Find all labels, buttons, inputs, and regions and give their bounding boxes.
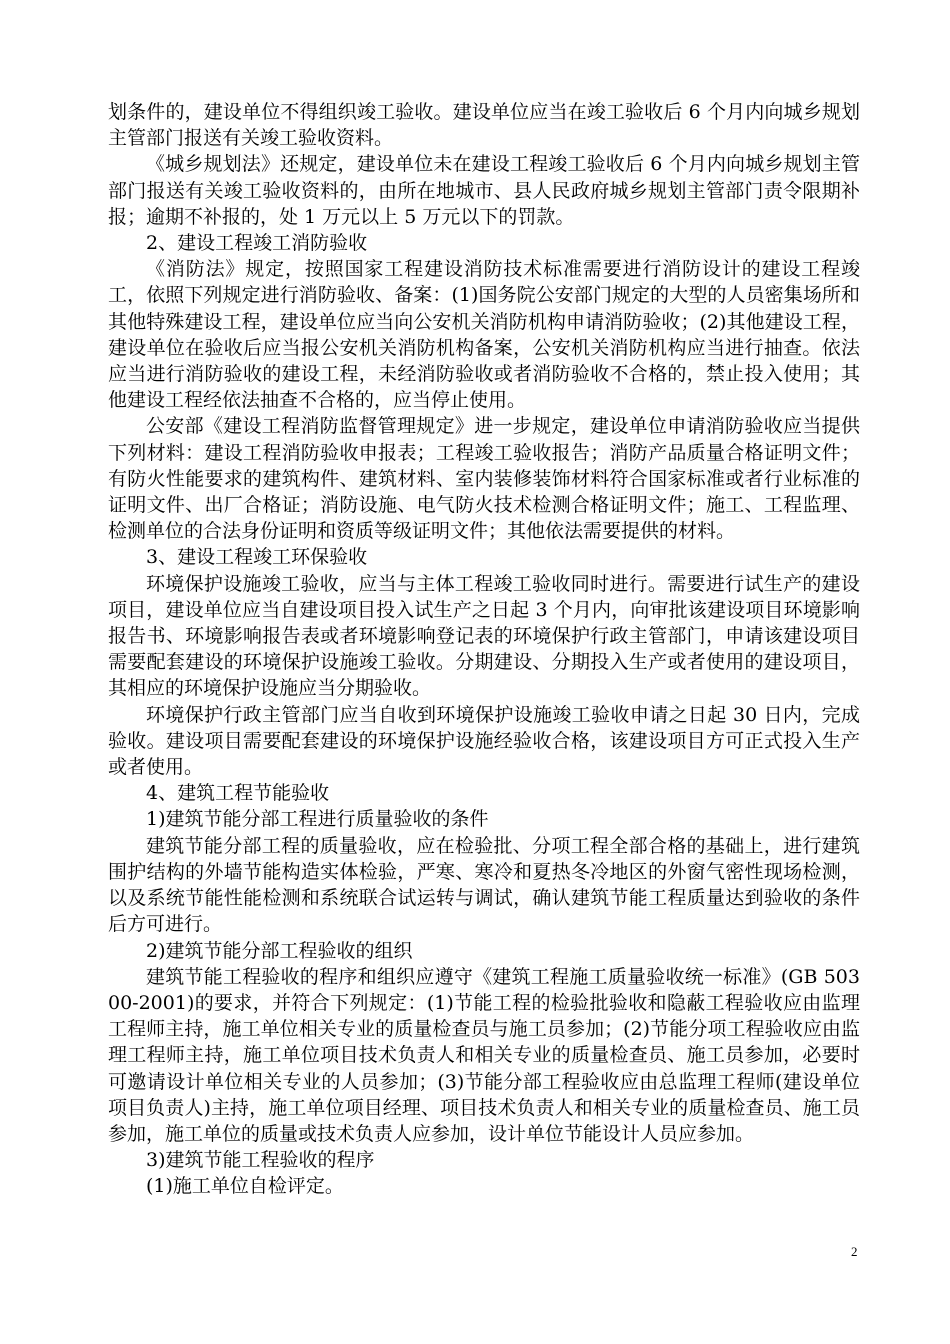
paragraph: 划条件的，建设单位不得组织竣工验收。建设单位应当在竣工验收后 6 个月内向城乡规划主管部门报送有关竣工验收资料。	[108, 101, 860, 150]
paragraph: 《消防法》规定，按照国家工程建设消防技术标准需要进行消防设计的建设工程竣工，依照下列规定进行消防验收、备案：(1)国务院公安部门规定的大型的人员密集场所和其他特殊建设工程，建设单位应当向公安机关消防机构申请消防验收；(2)其他建设工程，建设单位在验收后应当报公安机关消防机构备案，公安机关消防机构应当进行抽查。依法应当进行消防验收的建设工程，未经消防验收或者消防验收不合格的，禁止投入使用；其他建设工程经依法抽查不合格的，应当停止使用。	[108, 258, 860, 412]
section-heading: 3、建设工程竣工环保验收	[146, 546, 368, 569]
paragraph: 《城乡规划法》还规定，建设单位未在建设工程竣工验收后 6 个月内向城乡规划主管部门报送有关竣工验收资料的，由所在地城市、县人民政府城乡规划主管部门责令限期补报；逾期不补报的，处 1 万元以上 5 万元以下的罚款。	[108, 153, 860, 228]
document-body	[108, 99, 860, 1200]
page-number: 2	[851, 1244, 858, 1259]
section-heading: 4、建筑工程节能验收	[146, 782, 330, 805]
paragraph: 建筑节能工程验收的程序和组织应遵守《建筑工程施工质量验收统一标准》(GB 50300-2001)的要求，并符合下列规定：(1)节能工程的检验批验收和隐蔽工程验收应由监理工程师主持，施工单位相关专业的质量检查员与施工员参加；(2)节能分项工程验收应由监理工程师主持，施工单位项目技术负责人和相关专业的质量检查员、施工员参加，必要时可邀请设计单位相关专业的人员参加；(3)节能分部工程验收应由总监理工程师(建设单位项目负责人)主持，施工单位项目经理、项目技术负责人和相关专业的质量检查员、施工员参加，施工单位的质量或技术负责人应参加，设计单位节能设计人员应参加。	[108, 965, 860, 1145]
paragraph: 建筑节能分部工程的质量验收，应在检验批、分项工程全部合格的基础上，进行建筑围护结构的外墙节能构造实体检验，严寒、寒冷和夏热冬冷地区的外窗气密性现场检测，以及系统节能性能检测和系统联合试运转与调试，确认建筑节能工程质量达到验收的条件后方可进行。	[108, 834, 860, 936]
list-item: (1)施工单位自检评定。	[146, 1175, 344, 1198]
subsection-heading: 3)建筑节能工程验收的程序	[146, 1149, 375, 1172]
paragraph: 环境保护设施竣工验收，应当与主体工程竣工验收同时进行。需要进行试生产的建设项目，建设单位应当自建设项目投入试生产之日起 3 个月内，向审批该建设项目环境影响报告书、环境影响报告表或者环境影响登记表的环境保护行政主管部门，申请该建设项目需要配套建设的环境保护设施竣工验收。分期建设、分期投入生产或者使用的建设项目，其相应的环境保护设施应当分期验收。	[108, 572, 860, 700]
section-heading: 2、建设工程竣工消防验收	[146, 232, 368, 255]
subsection-heading: 2)建筑节能分部工程验收的组织	[146, 939, 413, 962]
paragraph: 环境保护行政主管部门应当自收到环境保护设施竣工验收申请之日起 30 日内，完成验收。建设项目需要配套建设的环境保护设施经验收合格，该建设项目方可正式投入生产或者使用。	[108, 703, 860, 779]
paragraph: 公安部《建设工程消防监督管理规定》进一步规定，建设单位申请消防验收应当提供下列材料：建设工程消防验收申报表；工程竣工验收报告；消防产品质量合格证明文件；有防火性能要求的建筑构件、建筑材料、室内装修装饰材料符合国家标准或者行业标准的证明文件、出厂合格证；消防设施、电气防火技术检测合格证明文件；施工、工程监理、检测单位的合法身份证明和资质等级证明文件；其他依法需要提供的材料。	[108, 415, 860, 543]
subsection-heading: 1)建筑节能分部工程进行质量验收的条件	[146, 808, 489, 831]
